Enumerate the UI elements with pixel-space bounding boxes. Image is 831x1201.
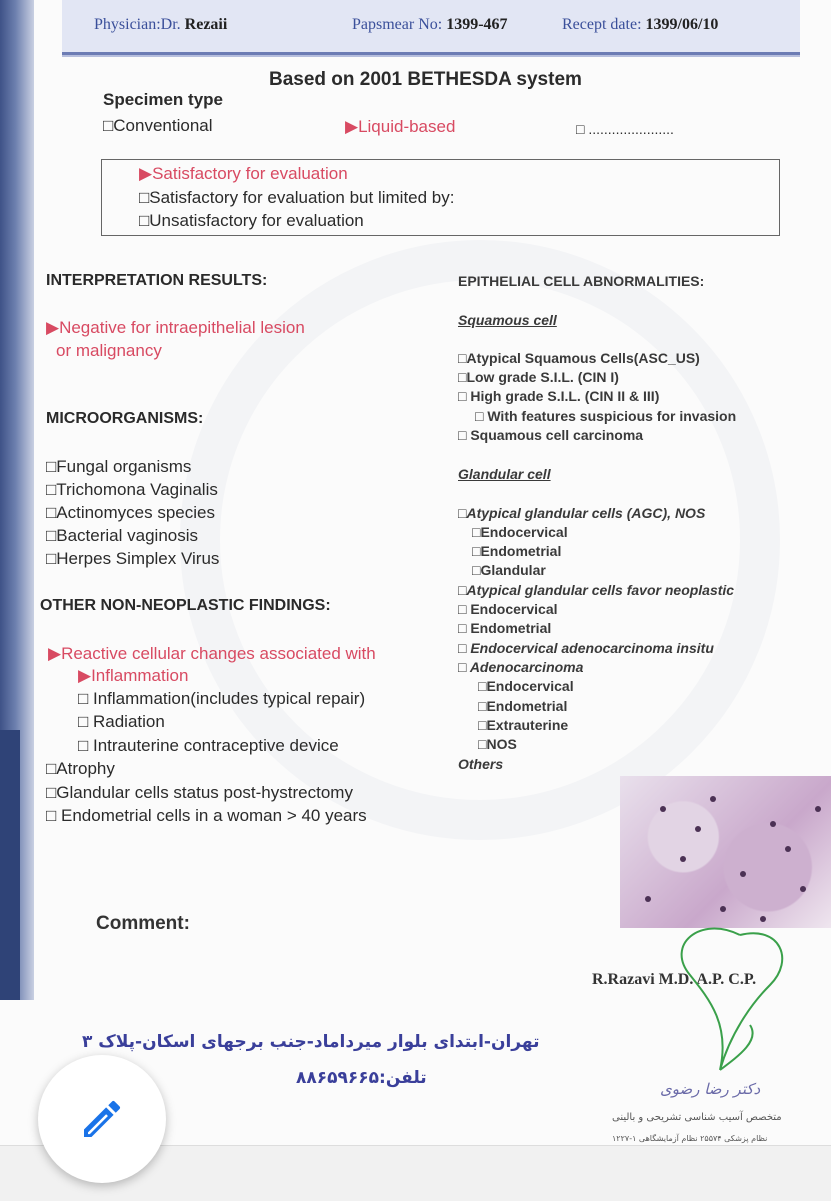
squamous-item: □ High grade S.I.L. (CIN II & III) <box>458 388 660 404</box>
micro-item: □Fungal organisms <box>46 457 192 476</box>
favor-subitem: □ Endocervical <box>458 601 558 617</box>
agc-subitem: □Endocervical <box>472 524 568 540</box>
nonneo-item: □ Intrauterine contraceptive device <box>78 736 339 755</box>
specimen-type-title: Specimen type <box>103 90 223 109</box>
persian-doctor-title: متخصص آسیب شناسی تشریحی و بالینی <box>612 1112 782 1123</box>
nonneo-item: □ Radiation <box>78 712 165 731</box>
adequacy-limited: □Satisfactory for evaluation but limited by: <box>139 188 455 207</box>
physician-field: Physician:Dr. Rezaii <box>94 16 228 33</box>
specimen-other: □ ...................... <box>576 121 674 137</box>
papsmear-field: Papsmear No: 1399-467 <box>352 16 508 33</box>
squamous-title: Squamous cell <box>458 312 557 328</box>
epithelial-title: EPITHELIAL CELL ABNORMALITIES: <box>458 273 705 289</box>
footer-phone: تلفن:۸۸۶۵۹۶۶۵ <box>296 1068 427 1088</box>
adequacy-satisfactory: ▶Satisfactory for evaluation <box>139 164 348 183</box>
micro-item: □Trichomona Vaginalis <box>46 480 218 499</box>
squamous-item: □Low grade S.I.L. (CIN I) <box>458 369 619 385</box>
negative-result-line1: ▶Negative for intraepithelial lesion <box>46 318 305 337</box>
comment-label: Comment: <box>96 913 190 934</box>
adeno-subitem: □Endocervical <box>478 678 574 694</box>
micro-item: □Actinomyces species <box>46 503 215 522</box>
non-neoplastic-title: OTHER NON-NEOPLASTIC FINDINGS: <box>40 597 331 614</box>
squamous-item: □Atypical Squamous Cells(ASC_US) <box>458 350 700 366</box>
inflammation-marked: ▶Inflammation <box>78 666 189 685</box>
agc-subitem: □Glandular <box>472 562 546 578</box>
squamous-item: □ Squamous cell carcinoma <box>458 427 644 443</box>
favor-subitem: □ Endometrial <box>458 620 552 636</box>
adeno-subitem: □Endometrial <box>478 698 568 714</box>
adequacy-unsatisfactory: □Unsatisfactory for evaluation <box>139 211 364 230</box>
micro-item: □Herpes Simplex Virus <box>46 549 220 568</box>
endometrial-40-item: □ Endometrial cells in a woman > 40 years <box>46 806 367 825</box>
footer-address: تهران-ابتدای بلوار میرداماد-جنب برجهای اسکان-پلاک ۳ <box>82 1032 540 1052</box>
bethesda-title: Based on 2001 BETHESDA system <box>269 69 582 90</box>
persian-doctor-name: دکتر رضا رضوی <box>660 1080 761 1098</box>
nonneo-item: □ Inflammation(includes typical repair) <box>78 689 366 708</box>
adenocarcinoma-item: □ Adenocarcinoma <box>458 659 584 675</box>
specimen-conventional: □Conventional <box>103 116 213 135</box>
others-item: Others <box>458 756 504 772</box>
receipt-date-field: Recept date: 1399/06/10 <box>562 16 719 33</box>
edit-pencil-icon <box>78 1095 126 1143</box>
doctor-name: R.Razavi M.D. A.P. C.P. <box>592 971 757 988</box>
report-header <box>62 0 800 55</box>
persian-registration: نظام پزشکی ۲۵۵۷۴ نظام آزمایشگاهی ۱-۱۲۲۷ <box>612 1134 768 1143</box>
favor-neoplastic-item: □Atypical glandular cells favor neoplastic <box>458 582 735 598</box>
page-edge-shadow <box>0 730 20 1000</box>
adeno-subitem: □Extrauterine <box>478 717 569 733</box>
agc-subitem: □Endometrial <box>472 543 562 559</box>
insitu-item: □ Endocervical adenocarcinoma insitu <box>458 640 714 656</box>
interpretation-title: INTERPRETATION RESULTS: <box>46 272 268 289</box>
squamous-item: □ With features suspicious for invasion <box>475 408 737 424</box>
agc-item: □Atypical glandular cells (AGC), NOS <box>458 505 706 521</box>
edit-button[interactable] <box>38 1055 166 1183</box>
glandular-title: Glandular cell <box>458 466 551 482</box>
microorganisms-title: MICROORGANISMS: <box>46 410 204 427</box>
glandular-post-item: □Glandular cells status post-hystrectomy <box>46 783 353 802</box>
handwritten-signature <box>660 905 810 1075</box>
adeno-subitem: □NOS <box>478 736 517 752</box>
specimen-liquid-based: ▶Liquid-based <box>345 117 456 136</box>
micro-item: □Bacterial vaginosis <box>46 526 199 545</box>
reactive-changes: ▶Reactive cellular changes associated with <box>48 644 376 663</box>
atrophy-item: □Atrophy <box>46 759 115 778</box>
negative-result-line2: or malignancy <box>56 341 162 360</box>
